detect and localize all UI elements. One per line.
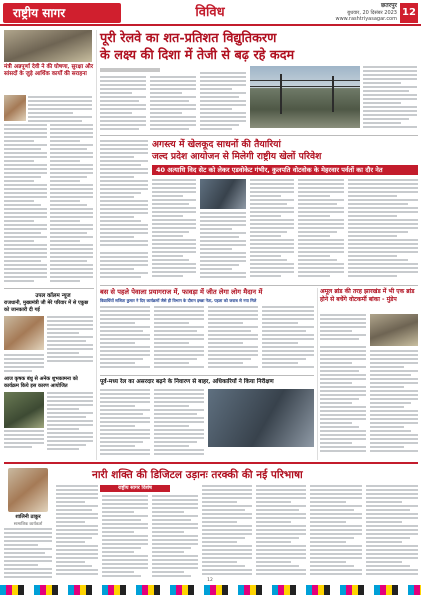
right-text-col2 [320,346,366,456]
rail-text-col1 [100,389,150,457]
right-story-headline: अमूल ब्रांड की तरह झारखंड में भी एक ब्रांड होने से बचेंगे वोटकर्मी बांका - मुंडेप [320,288,415,303]
olympics-text-col5 [348,179,418,282]
column-rule [317,288,318,460]
olympics-headline-line2: जल्द प्रदेश आयोजन से मिलेगी राष्ट्रीय खेलों परिवेश [152,151,322,162]
divider [100,285,418,286]
left-top-text-3 [50,124,93,284]
header-date: बुधवार, 20 दिसंबर 2023 [347,9,397,16]
side-text-col-2 [100,252,148,282]
catenary-pole-2 [332,76,334,112]
left-top-text [28,96,92,122]
newspaper-logo[interactable]: राष्ट्रीय सागर [3,3,121,23]
mid-text-col2 [154,306,204,372]
olympics-band: 40 अत्याधि विद सेट को लेकर एडवोकेट गंभीर, कुलपति वोटवोक के मेहरवार पर्वतों का दौर नेत [152,165,418,175]
bottom-text-col6 [310,485,362,580]
mid-text-col4 [262,306,314,372]
left-bottom-photo [4,392,44,428]
mid-text-col3 [208,306,258,372]
side-text-col [100,140,148,250]
author-role: सामाजिक कार्यकर्ता [13,521,43,526]
color-registration-bar [0,585,421,595]
left-top-photo [4,30,92,62]
left-bottom-text-2 [4,430,44,452]
bottom-text-col1 [56,485,98,580]
left-top-text-2 [4,124,47,284]
lead-headline [100,30,418,64]
overhead-wires-2 [250,86,360,87]
column-rule [96,30,97,460]
bottom-text-col4 [202,485,252,580]
bottom-text-col0 [4,528,52,580]
rail-story-headline: पूर्व-मध्य रेल का असरदार बढ़ने के निवारण से बाहर, अधिकारियों ने किया निरीक्षण [100,379,274,385]
bottom-text-col3 [152,495,198,580]
left-mid-photo [4,316,44,350]
mid-text-col1 [100,306,150,372]
left-mid-text [47,316,93,364]
bottom-text-col2 [102,495,148,580]
left-bottom-headline: आज कृषक बंधु से अनेक शुभकामना को कार्यक्रम किये इस कारण आयोजित [4,376,78,389]
bottom-headline: नारी शक्ति की डिजिटल उड़ानः तरक्की की नई परिभाषा [92,469,303,481]
bottom-col-tag: राष्ट्रीय सागर विशेष [100,485,170,492]
lead-text-col3 [200,72,246,132]
right-text-col1 [320,314,366,342]
right-story-photo [370,314,418,346]
left-mid-headline: राजधानी, मुख्यमंत्री जी मेरे परिवार में से एकुछ को जानकारी दी गई [4,300,89,313]
lead-headline-line1: पूरी रेलवे का शत-प्रतिशत विद्युतिकरण [100,31,277,46]
header-site[interactable]: www.rashtriyasagar.com [335,16,397,22]
header-city: छतरपुर [381,2,397,9]
railway-photo [250,66,360,128]
rail-inspection-photo [208,389,314,447]
divider [100,375,314,376]
left-top-inset-photo [4,95,26,121]
mid-story-sub: विद्यार्थियों सजिता कुमार ने दिए कार्यक्रमों जैसे ही विभाग के दौरान इच्छा नेता, पहला को जवाब से नया मिले [100,298,257,303]
olympics-text-col4 [298,179,344,282]
mid-story-headline: बस से पहले पेवाला प्रयागराज में, फावड़ा में जीत लेगा लोग मैदान में [100,288,263,296]
divider [100,135,418,136]
lead-text-col1 [100,76,146,132]
rail-text-col2 [154,389,204,457]
left-mid-tag: उपल कॉलम न्यूज [35,293,71,299]
section-title: विविध [195,5,225,20]
lead-text-col4 [363,66,417,132]
bottom-text-col7 [366,485,418,580]
lead-text-col2 [150,76,196,132]
divider [4,288,94,289]
overhead-wires [250,80,360,81]
left-mid-text-2 [4,354,44,374]
left-top-headline: मंत्री अन्नपूर्णा देवी ने की घोषणा, सुरक्षा और सांसदों के जुड़े आर्थिक कार्यों की सराहना [4,64,93,77]
author-photo [8,468,48,512]
footer-page-number: 12 [207,578,213,583]
page-number: 12 [400,3,418,23]
masthead [0,0,421,26]
lead-byline [100,68,160,72]
olympics-photo [200,179,246,209]
olympics-headline [152,139,418,163]
left-bottom-text [47,392,93,452]
olympics-headline-line1: अगस्त्य में खेलकूद साधनों की तैयारियां [152,139,281,150]
header-meta [317,3,397,23]
lead-headline-line2: के लक्ष्य की दिशा में तेजी से बढ़ रहे कदम [100,48,295,63]
right-text-col3 [370,350,418,456]
author-name: शालिनी ठाकुर [15,514,41,520]
bottom-text-col5 [256,485,306,580]
olympics-text-col1 [152,179,196,282]
olympics-text-col3 [250,179,294,282]
catenary-pole [280,74,282,114]
divider [4,462,418,464]
olympics-text-col2 [200,212,246,282]
